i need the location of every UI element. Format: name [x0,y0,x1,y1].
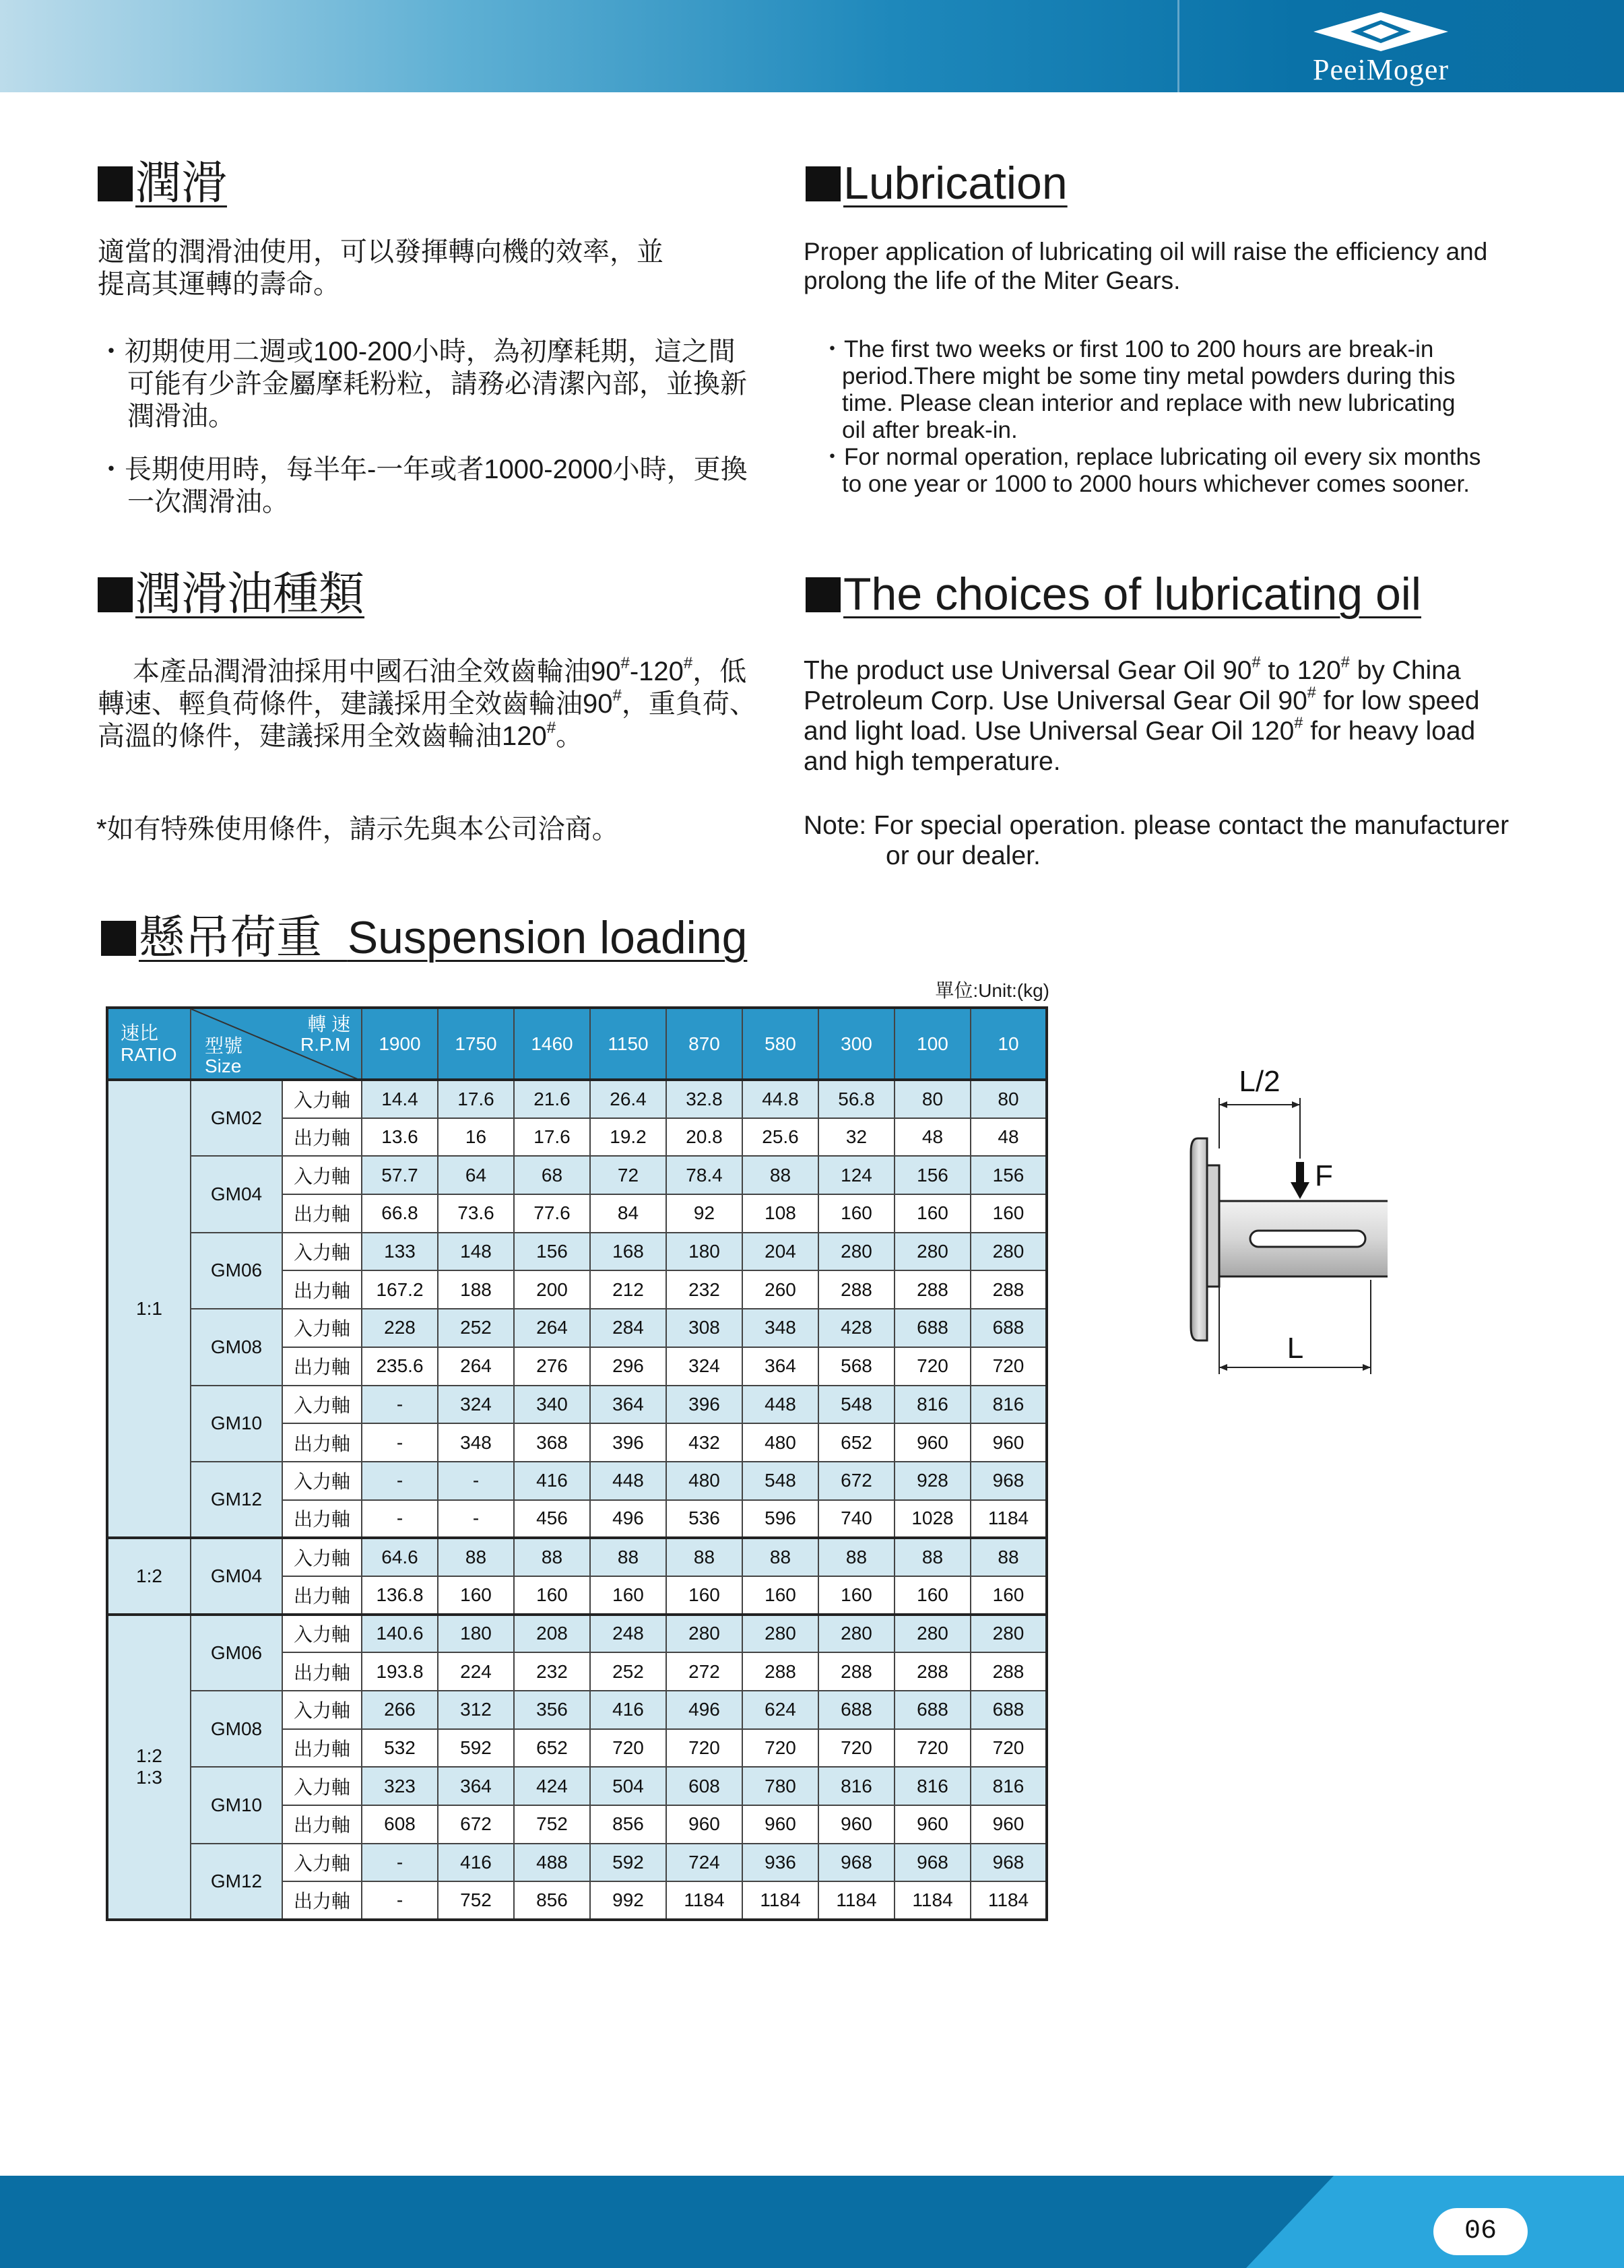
load-value-cell: 816 [895,1767,971,1805]
load-value-cell: - [362,1500,438,1538]
rpm-column-header: 580 [742,1008,818,1080]
load-value-cell: 156 [971,1156,1047,1194]
rpm-column-header: 1460 [514,1008,590,1080]
load-value-cell: 88 [514,1538,590,1576]
load-value-cell: 88 [742,1156,818,1194]
load-value-cell: 208 [514,1615,590,1653]
load-value-cell: 1184 [818,1881,895,1920]
load-value-cell: 720 [818,1729,895,1768]
load-value-cell: 20.8 [666,1118,742,1157]
input-shaft-label: 入力軸 [282,1615,362,1653]
size-cell: GM06 [191,1615,282,1691]
load-value-cell: 160 [971,1194,1047,1233]
output-shaft-label: 出力軸 [282,1881,362,1920]
half-length-label: L/2 [1239,1065,1280,1098]
keyway-slot [1250,1231,1365,1247]
size-cell: GM12 [191,1462,282,1538]
table-row [107,1386,1047,1424]
load-value-cell: 44.8 [742,1080,818,1118]
load-value-cell: 1028 [895,1500,971,1538]
load-value-cell: 66.8 [362,1194,438,1233]
load-value-cell: 276 [514,1347,590,1386]
load-value-cell: 480 [666,1462,742,1500]
load-value-cell: 288 [895,1652,971,1691]
load-value-cell: 296 [590,1347,666,1386]
size-cell: GM12 [191,1844,282,1920]
load-value-cell: 724 [666,1844,742,1882]
load-value-cell: 25.6 [742,1118,818,1157]
table-body [107,1080,1047,1920]
input-shaft-label: 入力軸 [282,1386,362,1424]
load-value-cell: 252 [590,1652,666,1691]
table-row [107,1538,1047,1576]
table-header-row [107,1008,1047,1080]
table-row [107,1767,1047,1805]
load-value-cell: 280 [971,1233,1047,1271]
square-bullet-icon [101,921,136,956]
load-value-cell: 592 [590,1844,666,1882]
size-cell: GM04 [191,1156,282,1232]
load-value-cell: 396 [666,1386,742,1424]
output-shaft-label: 出力軸 [282,1347,362,1386]
load-value-cell: 312 [438,1691,514,1729]
load-value-cell: 235.6 [362,1347,438,1386]
load-value-cell: 856 [514,1881,590,1920]
load-value-cell: 596 [742,1500,818,1538]
load-value-cell: 960 [742,1805,818,1844]
load-value-cell: 720 [895,1729,971,1768]
load-value-cell: 532 [362,1729,438,1768]
input-shaft-label: 入力軸 [282,1538,362,1576]
load-value-cell: 816 [818,1767,895,1805]
load-value-cell: 720 [742,1729,818,1768]
load-value-cell: 356 [514,1691,590,1729]
table-row [107,1080,1047,1118]
load-value-cell: 21.6 [514,1080,590,1118]
load-value-cell: 92 [666,1194,742,1233]
size-cell: GM06 [191,1233,282,1309]
load-value-cell: 140.6 [362,1615,438,1653]
flange-shape [1191,1138,1207,1340]
output-shaft-label: 出力軸 [282,1729,362,1768]
load-value-cell: - [362,1881,438,1920]
rpm-header-label: 轉 速 R.P.M [300,1014,351,1055]
load-value-cell: 80 [895,1080,971,1118]
load-value-cell: 160 [818,1576,895,1615]
load-value-cell: 652 [514,1729,590,1768]
load-value-cell: 960 [971,1805,1047,1844]
load-value-cell: 160 [895,1194,971,1233]
load-value-cell: 968 [971,1844,1047,1882]
load-value-cell: 160 [818,1194,895,1233]
force-arrowhead-icon [1291,1182,1309,1199]
load-value-cell: 1184 [895,1881,971,1920]
load-value-cell: 80 [971,1080,1047,1118]
load-value-cell: - [438,1500,514,1538]
load-value-cell: 780 [742,1767,818,1805]
square-bullet-icon [98,577,133,612]
load-value-cell: 224 [438,1652,514,1691]
load-value-cell: 88 [742,1538,818,1576]
load-value-cell: 416 [514,1462,590,1500]
size-cell: GM02 [191,1080,282,1156]
table-row [107,1462,1047,1500]
heading-oil-types-zh: 潤滑油種類 [98,567,364,621]
load-value-cell: 816 [895,1386,971,1424]
load-value-cell: - [438,1462,514,1500]
load-value-cell: 624 [742,1691,818,1729]
input-shaft-label: 入力軸 [282,1233,362,1271]
load-value-cell: 32 [818,1118,895,1157]
load-value-cell: 960 [895,1423,971,1462]
load-value-cell: 19.2 [590,1118,666,1157]
load-value-cell: 160 [590,1576,666,1615]
load-value-cell: 16 [438,1118,514,1157]
load-value-cell: 688 [895,1691,971,1729]
load-value-cell: 396 [590,1423,666,1462]
input-shaft-label: 入力軸 [282,1156,362,1194]
load-value-cell: 688 [895,1309,971,1347]
load-value-cell: 204 [742,1233,818,1271]
table-row [107,1156,1047,1194]
ratio-cell: 1:2 [107,1538,191,1614]
load-value-cell: 488 [514,1844,590,1882]
load-value-cell: 133 [362,1233,438,1271]
lubrication-zh-bullet-2: ・長期使用時，每半年-一年或者1000-2000小時，更換 一次潤滑油。 [98,455,748,517]
output-shaft-label: 出力軸 [282,1270,362,1309]
load-value-cell: - [362,1423,438,1462]
load-value-cell: 720 [971,1347,1047,1386]
size-cell: GM08 [191,1309,282,1385]
load-value-cell: 368 [514,1423,590,1462]
load-value-cell: 252 [438,1309,514,1347]
load-value-cell: 26.4 [590,1080,666,1118]
load-value-cell: 364 [742,1347,818,1386]
rpm-column-header: 870 [666,1008,742,1080]
output-shaft-label: 出力軸 [282,1118,362,1157]
table-row [107,1309,1047,1347]
input-shaft-label: 入力軸 [282,1691,362,1729]
load-value-cell: 968 [971,1462,1047,1500]
load-value-cell: 72 [590,1156,666,1194]
load-value-cell: 496 [666,1691,742,1729]
load-value-cell: 608 [666,1767,742,1805]
load-value-cell: 13.6 [362,1118,438,1157]
load-value-cell: 608 [362,1805,438,1844]
load-value-cell: 148 [438,1233,514,1271]
load-value-cell: 340 [514,1386,590,1424]
load-value-cell: 456 [514,1500,590,1538]
lubrication-zh-intro: 適當的潤滑油使用，可以發揮轉向機的效率，並 提高其運轉的壽命。 [98,237,663,299]
load-value-cell: 78.4 [666,1156,742,1194]
load-value-cell: 160 [895,1576,971,1615]
load-value-cell: 428 [818,1309,895,1347]
oil-zh-note: *如有特殊使用條件，請示先與本公司洽商。 [96,814,619,844]
table-row [107,1691,1047,1729]
brand-logo-text: PeeiMoger [1312,53,1450,86]
load-value-cell: 68 [514,1156,590,1194]
lubrication-en-intro: Proper application of lubricating oil will raise the efficiency and prolong the life of the Miter Gears. [804,238,1488,294]
load-value-cell: 720 [895,1347,971,1386]
load-value-cell: 280 [742,1615,818,1653]
output-shaft-label: 出力軸 [282,1805,362,1844]
load-value-cell: - [362,1844,438,1882]
load-value-cell: 740 [818,1500,895,1538]
heading-suspension-loading: 懸吊荷重 Suspension loading [101,911,747,965]
size-header-label: 型號 Size [205,1035,243,1076]
shaft-load-diagram [1185,1058,1388,1381]
size-cell: GM04 [191,1538,282,1614]
load-value-cell: 280 [666,1615,742,1653]
table-row [107,1615,1047,1653]
load-value-cell: 48 [895,1118,971,1157]
output-shaft-label: 出力軸 [282,1652,362,1691]
load-value-cell: 432 [666,1423,742,1462]
oil-zh-paragraph: 本產品潤滑油採用中國石油全效齒輪油90#-120#，低 轉速、輕負荷條件，建議採用全效齒輪油90#，重負荷、 高溫的條件，建議採用全效齒輪油120#。 [98,654,756,751]
oil-en-note: Note: For special operation. please contact the manufacturer or our dealer. [804,811,1509,870]
load-value-cell: 856 [590,1805,666,1844]
load-value-cell: 17.6 [438,1080,514,1118]
load-value-cell: 1184 [971,1500,1047,1538]
load-value-cell: 188 [438,1270,514,1309]
load-value-cell: 548 [742,1462,818,1500]
load-value-cell: 160 [742,1576,818,1615]
load-value-cell: 968 [895,1844,971,1882]
load-value-cell: 32.8 [666,1080,742,1118]
load-value-cell: 168 [590,1233,666,1271]
input-shaft-label: 入力軸 [282,1844,362,1882]
load-value-cell: 1184 [742,1881,818,1920]
load-value-cell: 960 [971,1423,1047,1462]
load-value-cell: 160 [514,1576,590,1615]
load-value-cell: 56.8 [818,1080,895,1118]
page-number: 06 [1433,2208,1528,2255]
load-value-cell: 212 [590,1270,666,1309]
load-value-cell: 88 [438,1538,514,1576]
lubrication-en-bullet-1: ・The first two weeks or first 100 to 200 hours are break-in period.There might be some tiny metal powders during this time. Please clean interior and replace with new lubricating oil after break-in. [820,336,1456,443]
load-value-cell: 960 [666,1805,742,1844]
load-value-cell: 364 [590,1386,666,1424]
load-value-cell: 193.8 [362,1652,438,1691]
load-value-cell: 266 [362,1691,438,1729]
load-value-cell: 323 [362,1767,438,1805]
load-value-cell: 720 [971,1729,1047,1768]
input-shaft-label: 入力軸 [282,1767,362,1805]
load-value-cell: 77.6 [514,1194,590,1233]
load-value-cell: 928 [895,1462,971,1500]
load-value-cell: 284 [590,1309,666,1347]
load-value-cell: 348 [742,1309,818,1347]
load-value-cell: 288 [742,1652,818,1691]
load-value-cell: 816 [971,1386,1047,1424]
rpm-column-header: 300 [818,1008,895,1080]
load-value-cell: 280 [818,1615,895,1653]
ratio-cell: 1:2 1:3 [107,1615,191,1920]
load-value-cell: 652 [818,1423,895,1462]
load-value-cell: 688 [971,1691,1047,1729]
load-value-cell: 160 [971,1576,1047,1615]
load-value-cell: 280 [971,1615,1047,1653]
load-value-cell: 1184 [666,1881,742,1920]
load-value-cell: 88 [818,1538,895,1576]
heading-lubrication-zh: 潤滑 [98,156,227,210]
load-value-cell: 84 [590,1194,666,1233]
load-value-cell: 200 [514,1270,590,1309]
load-value-cell: 448 [742,1386,818,1424]
load-value-cell: 672 [438,1805,514,1844]
load-value-cell: 232 [514,1652,590,1691]
size-cell: GM10 [191,1767,282,1843]
table-row [107,1233,1047,1271]
load-value-cell: - [362,1386,438,1424]
load-value-cell: 288 [971,1652,1047,1691]
load-value-cell: 424 [514,1767,590,1805]
load-value-cell: 816 [971,1767,1047,1805]
oil-en-paragraph: The product use Universal Gear Oil 90# to 120# by China Petroleum Corp. Use Universal Gear Oil 90# for low speed and light load. Use Universal Gear Oil 120# for heavy load and high temperature. [804,653,1480,776]
load-value-cell: 548 [818,1386,895,1424]
lubrication-en-bullet-2: ・For normal operation, replace lubricating oil every six months to one year or 1000 to 2000 hours whichever comes sooner. [820,444,1481,497]
load-value-cell: 260 [742,1270,818,1309]
shaft-collar [1207,1165,1219,1287]
rpm-column-header: 10 [971,1008,1047,1080]
header-divider [1177,0,1179,92]
load-value-cell: 180 [666,1233,742,1271]
load-value-cell: 136.8 [362,1576,438,1615]
ratio-cell: 1:1 [107,1080,191,1538]
load-value-cell: 672 [818,1462,895,1500]
load-value-cell: 720 [590,1729,666,1768]
load-value-cell: 73.6 [438,1194,514,1233]
load-value-cell: 992 [590,1881,666,1920]
input-shaft-label: 入力軸 [282,1309,362,1347]
square-bullet-icon [806,166,841,201]
load-value-cell: 308 [666,1309,742,1347]
load-value-cell: 960 [895,1805,971,1844]
load-value-cell: 160 [438,1576,514,1615]
load-value-cell: 108 [742,1194,818,1233]
output-shaft-label: 出力軸 [282,1423,362,1462]
lubrication-zh-bullet-1: ・初期使用二週或100-200小時，為初摩耗期，這之間 可能有少許金屬摩耗粉粒，請務必清潔內部，並換新 潤滑油。 [98,337,747,431]
square-bullet-icon [98,166,133,201]
load-value-cell: 280 [895,1233,971,1271]
load-value-cell: 288 [971,1270,1047,1309]
load-value-cell: 968 [818,1844,895,1882]
length-label: L [1287,1332,1304,1365]
load-value-cell: 264 [438,1347,514,1386]
load-value-cell: 348 [438,1423,514,1462]
load-value-cell: 288 [895,1270,971,1309]
load-value-cell: 480 [742,1423,818,1462]
load-value-cell: 752 [514,1805,590,1844]
suspension-table-wrapper [106,1006,1048,1921]
load-value-cell: 272 [666,1652,742,1691]
load-value-cell: 156 [895,1156,971,1194]
load-value-cell: 48 [971,1118,1047,1157]
load-value-cell: 14.4 [362,1080,438,1118]
load-value-cell: 288 [818,1270,895,1309]
load-value-cell: 568 [818,1347,895,1386]
load-value-cell: 720 [666,1729,742,1768]
load-value-cell: 416 [590,1691,666,1729]
force-label: F [1315,1159,1333,1192]
load-value-cell: 752 [438,1881,514,1920]
load-value-cell: 167.2 [362,1270,438,1309]
load-value-cell: 364 [438,1767,514,1805]
load-value-cell: 17.6 [514,1118,590,1157]
load-value-cell: 180 [438,1615,514,1653]
load-value-cell: 324 [666,1347,742,1386]
input-shaft-label: 入力軸 [282,1462,362,1500]
load-value-cell: 280 [895,1615,971,1653]
output-shaft-label: 出力軸 [282,1576,362,1615]
load-value-cell: 264 [514,1309,590,1347]
diamond-logo-icon [1310,11,1452,53]
load-value-cell: 496 [590,1500,666,1538]
load-value-cell: 1184 [971,1881,1047,1920]
size-cell: GM08 [191,1691,282,1767]
load-value-cell: 232 [666,1270,742,1309]
heading-lubrication-en: Lubrication [806,156,1068,210]
load-value-cell: 228 [362,1309,438,1347]
rpm-column-header: 1750 [438,1008,514,1080]
load-value-cell: - [362,1462,438,1500]
load-value-cell: 64.6 [362,1538,438,1576]
load-value-cell: 416 [438,1844,514,1882]
load-value-cell: 156 [514,1233,590,1271]
heading-oil-choices-en: The choices of lubricating oil [806,567,1421,621]
load-value-cell: 88 [971,1538,1047,1576]
unit-label: 單位:Unit:(kg) [935,980,1049,1001]
output-shaft-label: 出力軸 [282,1500,362,1538]
load-value-cell: 592 [438,1729,514,1768]
load-value-cell: 324 [438,1386,514,1424]
load-value-cell: 960 [818,1805,895,1844]
table-row [107,1844,1047,1882]
load-value-cell: 280 [818,1233,895,1271]
input-shaft-label: 入力軸 [282,1080,362,1118]
load-value-cell: 936 [742,1844,818,1882]
rpm-column-header: 1900 [362,1008,438,1080]
suspension-loading-table [106,1006,1048,1921]
rpm-column-header: 1150 [590,1008,666,1080]
rpm-column-header: 100 [895,1008,971,1080]
load-value-cell: 248 [590,1615,666,1653]
load-value-cell: 448 [590,1462,666,1500]
square-bullet-icon [806,577,841,612]
load-value-cell: 536 [666,1500,742,1538]
load-value-cell: 88 [895,1538,971,1576]
load-value-cell: 504 [590,1767,666,1805]
load-value-cell: 160 [666,1576,742,1615]
load-value-cell: 688 [818,1691,895,1729]
output-shaft-label: 出力軸 [282,1194,362,1233]
load-value-cell: 88 [590,1538,666,1576]
load-value-cell: 124 [818,1156,895,1194]
load-value-cell: 88 [666,1538,742,1576]
size-cell: GM10 [191,1386,282,1462]
load-value-cell: 57.7 [362,1156,438,1194]
load-value-cell: 288 [818,1652,895,1691]
size-rpm-corner-header [191,1008,362,1080]
load-value-cell: 64 [438,1156,514,1194]
load-value-cell: 688 [971,1309,1047,1347]
ratio-header: 速比 RATIO [107,1008,191,1080]
